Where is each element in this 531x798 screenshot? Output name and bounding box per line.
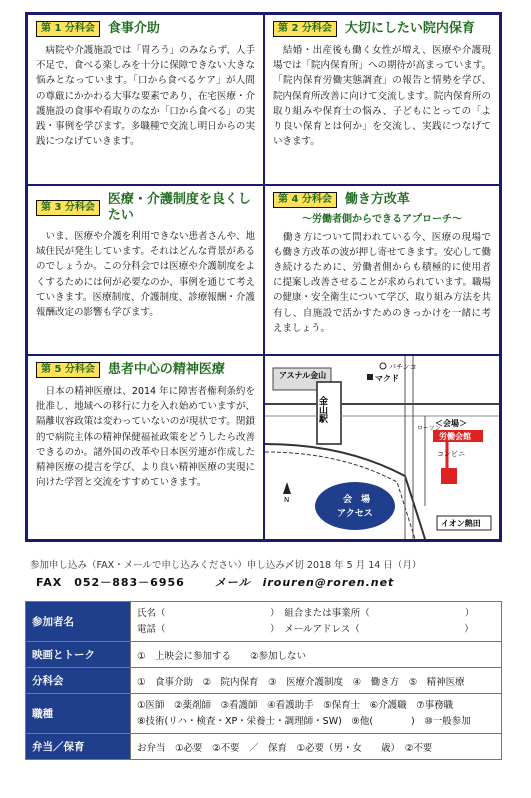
form-field[interactable]: ⑧技術(リハ・検査・XP・栄養士・調理師・SW) ⑨他( ) ⑩一般参加	[137, 715, 471, 727]
section-badge: 第 4 分科会	[273, 192, 337, 208]
section-body: 病院や介護施設では「胃ろう」のみならず、人手不足で、食べる楽しみを十分に保障できない大きな悩みとなっています。「口から食べるケア」が人間の尊厳にかかわる大事な要素であり、在宅医療・介護施設の食事や看取りのなか「口から食べる」の実践・事例を学びます。多職種で交流し明日からの実践につなげていきます。	[36, 45, 255, 148]
form-field[interactable]: ①医師 ②薬剤師 ③看護師 ④看護助手 ⑤保育士 ⑥介護職 ⑦事務職	[137, 699, 454, 711]
venue-label: ＜会場＞	[435, 419, 467, 428]
section-body: 日本の精神医療は、2014 年に障害者権利条約を批准し、地域への移行に力を入れ始めていますが、隔離収容政策は変わっていないのが現状です。閉鎖的で病院主体の精神保健福祉政策をどうしたら改善できるのか。諸外国の改革や日本医労連が作成した精神医療の提言を学び、より良い精神医療の実現に向けた学習と交流をすすめていきます。	[36, 386, 255, 489]
form-label: 職種	[26, 694, 131, 734]
form-field[interactable]: ① 上映会に参加する ②参加しない	[131, 642, 502, 668]
section-4	[264, 185, 500, 355]
lawson-label: ローソン	[417, 425, 441, 432]
section-title: 医療・介護制度を良くしたい	[107, 192, 251, 223]
apply-line: 参加申し込み（FAX・メールで申し込みください）申し込み〆切 2018 年 5 月 14 日（月）	[30, 560, 422, 571]
section-title: 患者中心の精神医療	[107, 362, 225, 378]
svg-text:N: N	[284, 496, 290, 504]
conv-label: コンビニ	[437, 450, 465, 458]
section-1	[27, 14, 264, 185]
section-5	[27, 355, 264, 540]
contact-line	[36, 574, 394, 590]
form-field[interactable]: お弁当 ①必要 ②不要 ／ 保育 ①必要（男・女 歳） ②不要	[131, 734, 502, 760]
form-label: 参加者名	[26, 602, 131, 642]
section-body: 結婚・出産後も働く女性が増え、医療や介護現場では「院内保育所」への期待が高まっています。「院内保育労働実態調査」の報告と情勢を学び、院内保育所改善に向けて交流します。院内保育所の取り組みや保育士の悩み、子どもにとっての「より良い保育とは何か」を交流し、実践につなげていきます。	[273, 45, 491, 148]
section-badge: 第 2 分科会	[273, 21, 337, 37]
section-badge: 第 5 分科会	[36, 362, 100, 378]
venue-name: 労働会館	[439, 432, 471, 441]
form-label: 弁当／保育	[26, 734, 131, 760]
section-subtitle: ～労働者側からできるアプローチ～	[302, 214, 462, 225]
section-title: 働き方改革	[344, 192, 410, 208]
form-label: 映画とトーク	[26, 642, 131, 668]
pachinko-label: パチンコ	[389, 363, 417, 371]
form-field[interactable]: 氏名（ ） 組合または事業所（ ）	[137, 607, 475, 619]
section-title: 食事介助	[107, 21, 160, 37]
application-form	[25, 601, 502, 760]
access-line2: アクセス	[337, 509, 373, 519]
access-circle	[315, 482, 395, 530]
station1-label: アスナル金山	[279, 371, 327, 380]
program-grid	[25, 12, 502, 542]
form-field[interactable]: ① 食事介助 ② 院内保育 ③ 医療介護制度 ④ 働き方 ⑤ 精神医療	[131, 668, 502, 694]
access-map	[264, 355, 500, 540]
section-3	[27, 185, 264, 355]
form-field[interactable]: 電話（ ） メールアドレス（ ）	[137, 623, 474, 635]
station2-label: 金山駅	[317, 396, 327, 423]
section-body: 働き方について問われている今、医療の現場でも働き方改革の波が押し寄せてきます。安心して働き続けるために、労働者側からも積極的に使用者に提案し改善させることが求められています。職場の健康・安全衛生について学び、取り組み方法を共有し、自施設で活かすためのきっかけを一緒に考えましょう。	[273, 231, 491, 334]
section-2	[264, 14, 500, 185]
aeon-label: イオン熱田	[441, 519, 481, 528]
section-badge: 第 3 分科会	[36, 200, 100, 216]
access-line1: 会 場	[343, 495, 371, 505]
section-title: 大切にしたい院内保育	[344, 21, 475, 37]
mail-address: メール irouren@roren.net	[214, 576, 395, 589]
section-body: いま、医療や介護を利用できない患者さんや、地域住民が発生しています。それはどんな背景があるのでしょうか。この分科会では医療や介護制度をよくするためには何が必要なのか、事例を通じて考えていきます。医療制度、介護制度、診療報酬・介護報酬改定の影響も学びます。	[36, 231, 255, 319]
mac-label: マクド	[375, 374, 399, 383]
form-label: 分科会	[26, 668, 131, 694]
section-badge: 第 1 分科会	[36, 21, 100, 37]
fax-number: FAX 052－883－6956	[36, 576, 185, 589]
